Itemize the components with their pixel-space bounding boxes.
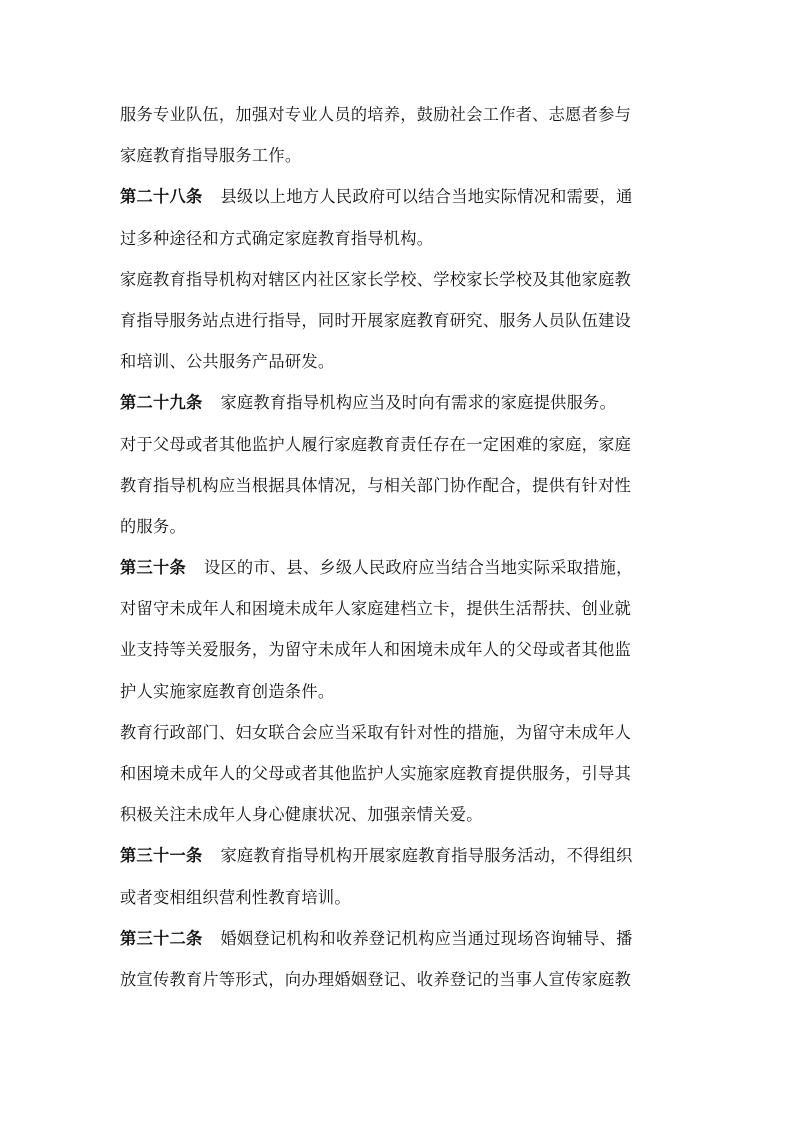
text-line xyxy=(120,424,660,465)
line-text: 家庭教育指导机构应当及时向有需求的家庭提供服务。 xyxy=(220,393,617,413)
line-text: 对于父母或者其他监护人履行家庭教育责任存在一定困难的家庭，家庭 xyxy=(120,434,632,454)
text-line xyxy=(120,794,660,835)
article-line xyxy=(120,835,660,876)
line-text: 婚姻登记机构和收养登记机构应当通过现场咨询辅导、播 xyxy=(220,928,633,948)
text-line xyxy=(120,94,660,135)
text-line xyxy=(120,712,660,753)
article-number: 第三十二条 xyxy=(120,928,203,948)
text-line xyxy=(120,671,660,712)
line-text: 家庭教育指导服务工作。 xyxy=(120,146,302,166)
article-line xyxy=(120,918,660,959)
line-text: 教育行政部门、妇女联合会应当采取有针对性的措施，为留守未成年人 xyxy=(120,722,632,742)
line-text: 或者变相组织营利性教育培训。 xyxy=(120,887,351,907)
line-text: 教育指导机构应当根据具体情况，与相关部门协作配合，提供有针对性 xyxy=(120,475,632,495)
line-text: 的服务。 xyxy=(120,516,186,536)
text-line xyxy=(120,753,660,794)
text-line xyxy=(120,465,660,506)
text-line xyxy=(120,506,660,547)
line-text: 积极关注未成年人身心健康状况、加强亲情关爱。 xyxy=(120,805,483,825)
line-text: 育指导服务站点进行指导，同时开展家庭教育研究、服务人员队伍建设 xyxy=(120,310,632,330)
article-line xyxy=(120,382,660,423)
text-line xyxy=(120,341,660,382)
line-text: 家庭教育指导机构对辖区内社区家长学校、学校家长学校及其他家庭教 xyxy=(120,269,632,289)
article-number: 第三十条 xyxy=(120,558,186,578)
line-text: 服务专业队伍，加强对专业人员的培养，鼓励社会工作者、志愿者参与 xyxy=(120,105,632,124)
text-line xyxy=(120,135,660,176)
article-line xyxy=(120,176,660,217)
line-text: 护人实施家庭教育创造条件。 xyxy=(120,681,335,701)
text-line xyxy=(120,588,660,629)
line-text: 过多种途径和方式确定家庭教育指导机构。 xyxy=(120,228,434,248)
text-line xyxy=(120,629,660,670)
line-text: 放宣传教育片等形式，向办理婚姻登记、收养登记的当事人宣传家庭教 xyxy=(120,969,632,989)
article-number: 第二十八条 xyxy=(120,187,203,207)
article-number: 第二十九条 xyxy=(120,393,203,413)
text-line xyxy=(120,218,660,259)
line-text: 和困境未成年人的父母或者其他监护人实施家庭教育提供服务，引导其 xyxy=(120,764,632,783)
line-text: 和培训、公共服务产品研发。 xyxy=(120,352,335,372)
line-text: 家庭教育指导机构开展家庭教育指导服务活动，不得组织 xyxy=(220,846,633,866)
text-line xyxy=(120,959,660,1000)
article-line xyxy=(120,547,660,588)
text-line xyxy=(120,300,660,341)
article-number: 第三十一条 xyxy=(120,846,203,866)
line-text: 县级以上地方人民政府可以结合当地实际情况和需要，通 xyxy=(220,187,633,207)
text-line xyxy=(120,877,660,918)
document-body xyxy=(120,94,660,1000)
text-line xyxy=(120,259,660,300)
line-text: 业支持等关爱服务，为留守未成年人和困境未成年人的父母或者其他监 xyxy=(120,640,632,660)
line-text: 设区的市、县、乡级人民政府应当结合当地实际采取措施， xyxy=(203,558,633,578)
line-text: 对留守未成年人和困境未成年人家庭建档立卡，提供生活帮扶、创业就 xyxy=(120,599,632,619)
